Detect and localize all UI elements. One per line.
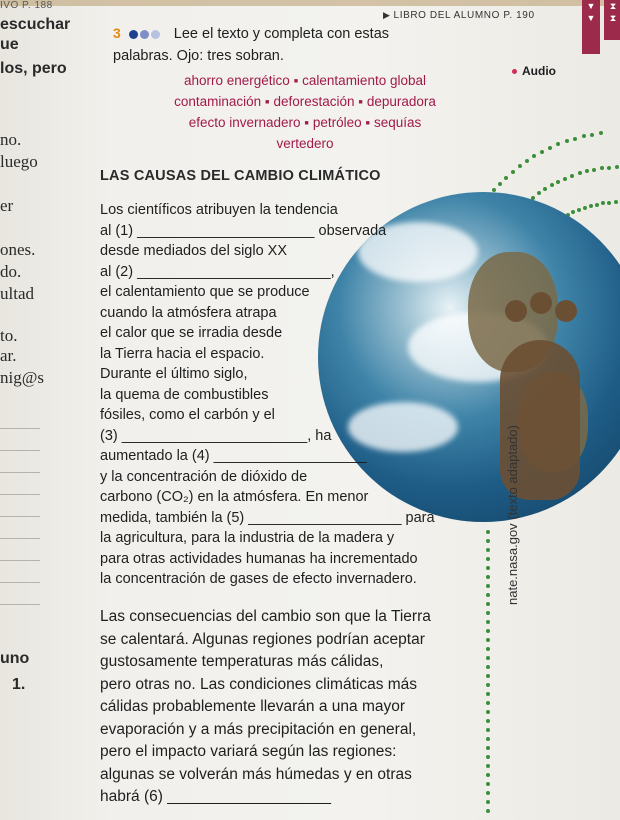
word-bank-item: ahorro energético (184, 73, 290, 88)
divider-dot (486, 791, 490, 795)
arc-dot (583, 206, 587, 210)
arc-dot (518, 164, 522, 168)
article-line: se calentará. Algunas regiones podrían aceptar (100, 630, 425, 648)
divider-dot (486, 755, 490, 759)
article-line: cuando la atmósfera atrapa (100, 304, 277, 321)
article-line: (3) _______________________, ha (100, 427, 332, 444)
word-bank-item: calentamiento global (302, 73, 426, 88)
arc-dot (607, 166, 611, 170)
bookmark-ribbon-icon: ⧗ ⧗ (604, 0, 620, 40)
article-title: LAS CAUSAS DEL CAMBIO CLIMÁTICO (100, 168, 381, 184)
word-bank-item: sequías (373, 115, 422, 130)
divider-dot (486, 683, 490, 687)
arc-dot (595, 203, 599, 207)
bookmark-ribbon-icon: ▼ ▼ (582, 0, 600, 54)
divider-dot (486, 557, 490, 561)
top-edge-band (0, 0, 620, 6)
divider-dot (486, 620, 490, 624)
audio-button[interactable] (512, 64, 556, 78)
arc-dot (543, 187, 547, 191)
article-line: al (1) ______________________ observada (100, 222, 387, 239)
footprint-toe (505, 300, 527, 322)
arc-dot (556, 180, 560, 184)
divider-dot (486, 539, 490, 543)
word-bank-item: contaminación (174, 94, 262, 109)
divider-dot (486, 809, 490, 813)
arc-dot (548, 146, 552, 150)
margin-rule (0, 450, 40, 451)
article-line: el calentamiento que se produce (100, 284, 310, 300)
margin-fragment: ue (0, 36, 19, 53)
article-line: al (2) ________________________, (100, 263, 335, 280)
exercise-number: 3 (113, 25, 121, 41)
book-reference (383, 10, 535, 21)
article-line: gustosamente temperaturas más cálidas, (100, 653, 384, 670)
word-bank (130, 70, 480, 154)
divider-dot (486, 584, 490, 588)
divider-dot (486, 665, 490, 669)
arc-dot (570, 174, 574, 178)
article-line: Durante el último siglo, (100, 366, 248, 382)
arc-dot (578, 171, 582, 175)
arc-dot (600, 166, 604, 170)
margin-rule (0, 582, 40, 583)
word-separator: ▪ (293, 73, 299, 88)
article-line: el calor que se irradia desde (100, 325, 283, 341)
arc-dot (615, 165, 619, 169)
arc-dot (525, 159, 529, 163)
divider-dot (486, 656, 490, 660)
arc-dot (498, 182, 502, 186)
arc-dot (614, 200, 618, 204)
margin-fragment: ultad (0, 284, 34, 303)
arc-dot (540, 150, 544, 154)
article-line: aumentado la (4) ___________________ (100, 448, 367, 464)
arc-dot (601, 201, 605, 205)
article-line: cálidas probablemente llevarán a una mayor (100, 698, 406, 715)
margin-fragment: los, pero (0, 60, 67, 77)
arc-dot (573, 137, 577, 141)
article-line: habrá (6) ___________________ (100, 788, 331, 805)
divider-dot (486, 566, 490, 570)
margin-fragment: er (0, 196, 14, 215)
divider-dot (486, 611, 490, 615)
margin-fragment: ar. (0, 346, 17, 365)
word-bank-item: deforestación (273, 94, 355, 109)
margin-rule (0, 560, 40, 561)
article-line: y la concentración de dióxido de (100, 468, 308, 485)
divider-dot (486, 548, 490, 552)
word-bank-item: depuradora (366, 94, 436, 109)
word-separator: ▪ (264, 94, 270, 109)
margin-rule (0, 428, 40, 429)
margin-fragment: nig@s (0, 368, 44, 387)
article-line: Los científicos atribuyen la tendencia (100, 202, 338, 218)
footprint-toe (555, 300, 577, 322)
margin-fragment: escuchar (0, 16, 71, 33)
margin-fragment: no. (0, 130, 22, 149)
divider-dot (486, 674, 490, 678)
exercise-instruction (113, 22, 389, 67)
divider-dot (486, 593, 490, 597)
margin-fragment: uno (0, 650, 30, 667)
arc-dot (585, 169, 589, 173)
divider-dot (486, 692, 490, 696)
arc-dot (532, 154, 536, 158)
divider-dot (486, 575, 490, 579)
arc-dot (571, 210, 575, 214)
margin-rule (0, 538, 40, 539)
divider-dot (486, 737, 490, 741)
margin-fragment: do. (0, 262, 22, 281)
arc-dot (582, 134, 586, 138)
article-line: la Tierra hacia el espacio. (100, 345, 265, 362)
article-line: Las consecuencias del cambio son que la Tierra (100, 608, 431, 625)
divider-dot (486, 746, 490, 750)
article-line: la agricultura, para la industria de la madera y (100, 530, 395, 546)
margin-fragment: luego (0, 152, 38, 171)
margin-fragment: 1. (12, 676, 26, 693)
arc-dot (550, 183, 554, 187)
arc-dot (589, 204, 593, 208)
instruction-line: palabras. Ojo: tres sobran. (113, 48, 284, 64)
margin-rule (0, 516, 40, 517)
play-arrow-icon: ▶ (383, 10, 391, 20)
instruction-line: Lee el texto y completa con estas (173, 26, 390, 42)
audio-bullet-icon (512, 69, 517, 74)
word-bank-item: efecto invernadero (188, 115, 301, 130)
arc-dot (590, 133, 594, 137)
arc-dot (592, 168, 596, 172)
divider-dot (486, 728, 490, 732)
article-line: desde mediados del siglo XX (100, 243, 288, 259)
article-line: fósiles, como el carbón y el (100, 407, 275, 423)
article-line: evaporación y a más precipitación en general, (100, 720, 417, 738)
difficulty-dots-icon (129, 23, 162, 45)
divider-dot (486, 530, 490, 534)
margin-rule (0, 604, 40, 605)
arc-dot (511, 170, 515, 174)
article-line: carbono (CO₂) en la atmósfera. En menor (100, 489, 369, 505)
margin-fragment: ones. (0, 240, 36, 259)
margin-rule (0, 494, 40, 495)
divider-dot (486, 719, 490, 723)
article-line: pero otras no. Las condiciones climáticas más (100, 675, 418, 693)
word-bank-item: petróleo (312, 115, 362, 130)
arc-dot (504, 176, 508, 180)
audio-label: Audio (522, 64, 556, 78)
word-separator: ▪ (358, 94, 364, 109)
dotted-divider (486, 440, 492, 820)
arc-dot (537, 191, 541, 195)
top-page-label: IVO P. 188 (0, 0, 53, 11)
arc-dot (577, 208, 581, 212)
divider-dot (486, 638, 490, 642)
article-line: la quema de combustibles (100, 386, 269, 403)
divider-dot (486, 647, 490, 651)
divider-dot (486, 800, 490, 804)
arc-dot (556, 142, 560, 146)
word-separator: ▪ (304, 115, 310, 130)
margin-fragment: to. (0, 326, 18, 345)
divider-dot (486, 701, 490, 705)
article-line: medida, también la (5) ___________________ para (100, 509, 435, 526)
word-separator: ▪ (365, 115, 371, 130)
footprint-toe (530, 292, 552, 314)
divider-dot (486, 602, 490, 606)
book-reference-text: LIBRO DEL ALUMNO P. 190 (393, 10, 535, 21)
arc-dot (563, 177, 567, 181)
arc-dot (565, 139, 569, 143)
arc-dot (607, 201, 611, 205)
divider-dot (486, 764, 490, 768)
article-line: pero el impacto variará según las regiones: (100, 743, 397, 760)
arc-dot (599, 131, 603, 135)
source-credit: nate.nasa.gov (texto adaptado) (505, 425, 520, 605)
article-line: algunas se volverán más húmedas y en otras (100, 765, 412, 783)
margin-rule (0, 472, 40, 473)
divider-dot (486, 710, 490, 714)
divider-dot (486, 773, 490, 777)
divider-dot (486, 629, 490, 633)
divider-dot (486, 782, 490, 786)
article-line: la concentración de gases de efecto invernadero. (100, 571, 417, 587)
article-line: para otras actividades humanas ha incrementado (100, 550, 418, 567)
word-bank-item: vertedero (276, 136, 334, 151)
